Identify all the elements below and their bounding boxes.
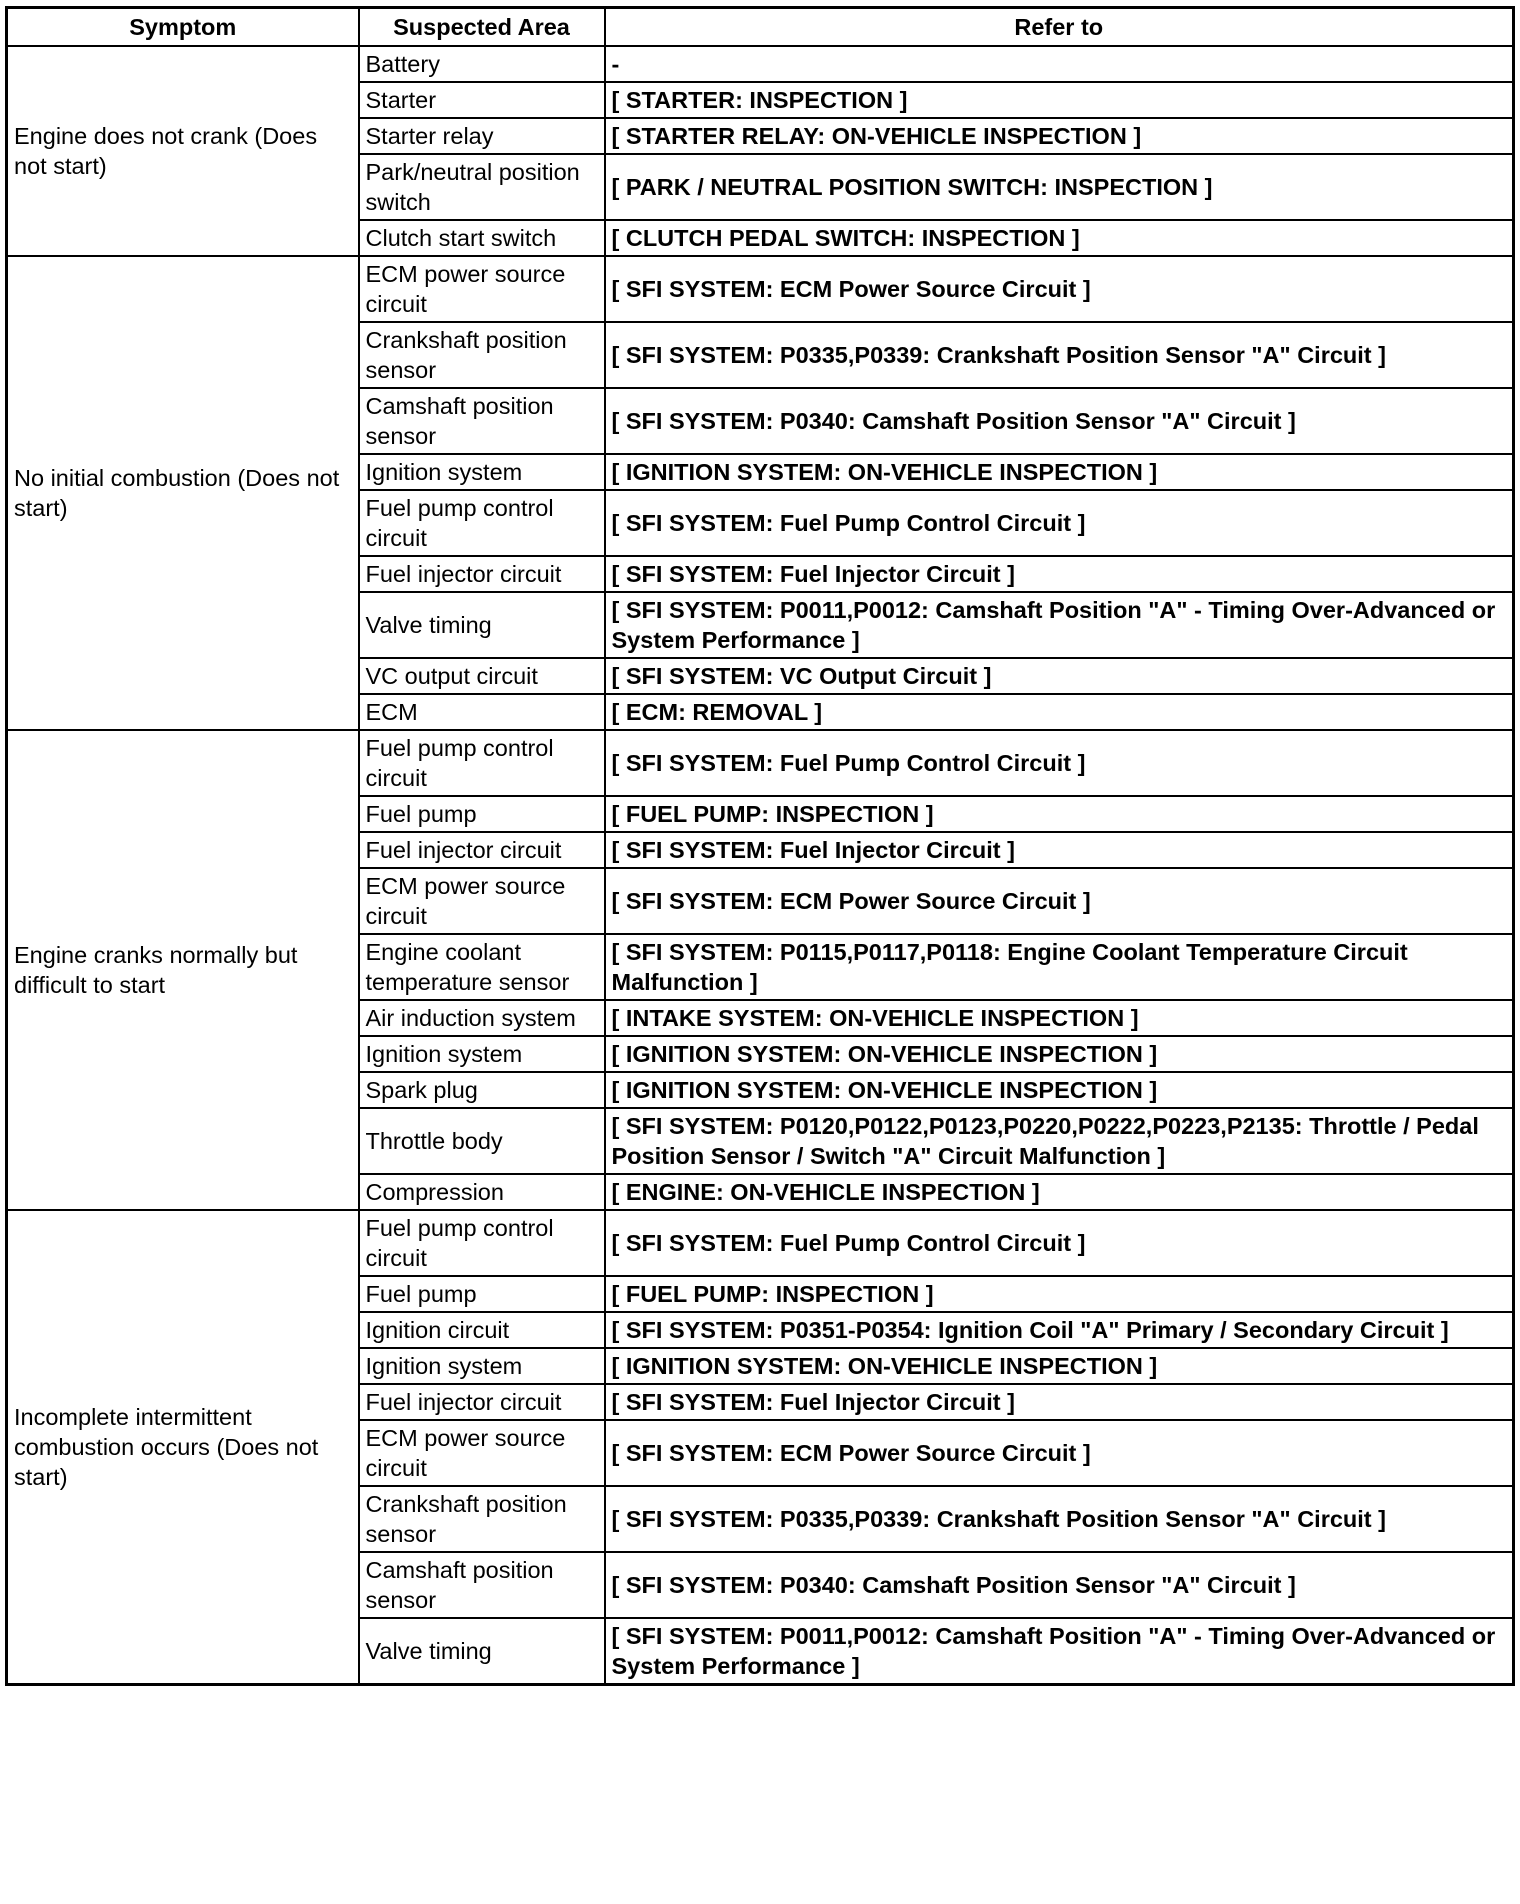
refer-to-cell: [ SFI SYSTEM: Fuel Injector Circuit ] (605, 1384, 1514, 1420)
refer-to-cell: [ SFI SYSTEM: P0120,P0122,P0123,P0220,P0222,P0223,P2135: Throttle / Pedal Position Sensor / Switch "A" Circuit Malfunction ] (605, 1108, 1514, 1174)
suspected-area-cell: Ignition circuit (359, 1312, 605, 1348)
suspected-area-cell: Fuel pump (359, 796, 605, 832)
table-body (7, 46, 1514, 1685)
suspected-area-cell: Crankshaft position sensor (359, 1486, 605, 1552)
suspected-area-cell: Engine coolant temperature sensor (359, 934, 605, 1000)
refer-to-cell: [ SFI SYSTEM: ECM Power Source Circuit ] (605, 868, 1514, 934)
suspected-area-cell: Valve timing (359, 1618, 605, 1685)
refer-to-cell: [ SFI SYSTEM: ECM Power Source Circuit ] (605, 256, 1514, 322)
refer-to-cell: [ INTAKE SYSTEM: ON-VEHICLE INSPECTION ] (605, 1000, 1514, 1036)
suspected-area-cell: Compression (359, 1174, 605, 1210)
table-row (7, 730, 1514, 796)
refer-to-cell: [ FUEL PUMP: INSPECTION ] (605, 1276, 1514, 1312)
refer-to-cell: [ SFI SYSTEM: P0011,P0012: Camshaft Position "A" - Timing Over-Advanced or System Performance ] (605, 592, 1514, 658)
suspected-area-cell: VC output circuit (359, 658, 605, 694)
suspected-area-cell: ECM power source circuit (359, 1420, 605, 1486)
refer-to-cell: [ CLUTCH PEDAL SWITCH: INSPECTION ] (605, 220, 1514, 256)
refer-to-cell: [ SFI SYSTEM: ECM Power Source Circuit ] (605, 1420, 1514, 1486)
suspected-area-cell: Starter (359, 82, 605, 118)
suspected-area-cell: Fuel injector circuit (359, 832, 605, 868)
suspected-area-cell: Camshaft position sensor (359, 388, 605, 454)
refer-to-cell: [ SFI SYSTEM: P0011,P0012: Camshaft Position "A" - Timing Over-Advanced or System Performance ] (605, 1618, 1514, 1685)
refer-to-cell: [ STARTER RELAY: ON-VEHICLE INSPECTION ] (605, 118, 1514, 154)
suspected-area-cell: Fuel pump control circuit (359, 1210, 605, 1276)
suspected-area-cell: Spark plug (359, 1072, 605, 1108)
refer-to-cell: [ SFI SYSTEM: P0351-P0354: Ignition Coil "A" Primary / Secondary Circuit ] (605, 1312, 1514, 1348)
refer-to-cell: [ ENGINE: ON-VEHICLE INSPECTION ] (605, 1174, 1514, 1210)
refer-to-cell: [ PARK / NEUTRAL POSITION SWITCH: INSPECTION ] (605, 154, 1514, 220)
refer-to-cell: [ IGNITION SYSTEM: ON-VEHICLE INSPECTION ] (605, 1072, 1514, 1108)
suspected-area-cell: Fuel injector circuit (359, 556, 605, 592)
refer-to-cell: [ ECM: REMOVAL ] (605, 694, 1514, 730)
refer-to-cell: [ SFI SYSTEM: P0115,P0117,P0118: Engine Coolant Temperature Circuit Malfunction ] (605, 934, 1514, 1000)
symptom-cell: Engine cranks normally but difficult to start (7, 730, 359, 1210)
suspected-area-cell: Starter relay (359, 118, 605, 154)
header-row (7, 8, 1514, 47)
header-symptom: Symptom (7, 8, 359, 47)
refer-to-cell: [ SFI SYSTEM: P0335,P0339: Crankshaft Position Sensor "A" Circuit ] (605, 322, 1514, 388)
suspected-area-cell: Ignition system (359, 454, 605, 490)
refer-to-cell: [ IGNITION SYSTEM: ON-VEHICLE INSPECTION ] (605, 1348, 1514, 1384)
suspected-area-cell: Battery (359, 46, 605, 82)
refer-to-cell: [ FUEL PUMP: INSPECTION ] (605, 796, 1514, 832)
refer-to-cell: [ SFI SYSTEM: P0340: Camshaft Position Sensor "A" Circuit ] (605, 1552, 1514, 1618)
table-row (7, 46, 1514, 82)
refer-to-cell: [ SFI SYSTEM: Fuel Pump Control Circuit ] (605, 490, 1514, 556)
suspected-area-cell: Camshaft position sensor (359, 1552, 605, 1618)
table-row (7, 256, 1514, 322)
suspected-area-cell: Air induction system (359, 1000, 605, 1036)
header-suspected-area: Suspected Area (359, 8, 605, 47)
suspected-area-cell: Park/neutral position switch (359, 154, 605, 220)
suspected-area-cell: Fuel pump control circuit (359, 730, 605, 796)
refer-to-cell: [ SFI SYSTEM: Fuel Pump Control Circuit ] (605, 1210, 1514, 1276)
refer-to-cell: - (605, 46, 1514, 82)
symptom-cell: Engine does not crank (Does not start) (7, 46, 359, 256)
symptom-cell: Incomplete intermittent combustion occurs (Does not start) (7, 1210, 359, 1685)
suspected-area-cell: Ignition system (359, 1348, 605, 1384)
refer-to-cell: [ IGNITION SYSTEM: ON-VEHICLE INSPECTION ] (605, 454, 1514, 490)
suspected-area-cell: ECM (359, 694, 605, 730)
suspected-area-cell: Fuel pump control circuit (359, 490, 605, 556)
suspected-area-cell: Fuel pump (359, 1276, 605, 1312)
refer-to-cell: [ IGNITION SYSTEM: ON-VEHICLE INSPECTION ] (605, 1036, 1514, 1072)
suspected-area-cell: Clutch start switch (359, 220, 605, 256)
refer-to-cell: [ STARTER: INSPECTION ] (605, 82, 1514, 118)
refer-to-cell: [ SFI SYSTEM: P0340: Camshaft Position Sensor "A" Circuit ] (605, 388, 1514, 454)
suspected-area-cell: Crankshaft position sensor (359, 322, 605, 388)
table-row (7, 1210, 1514, 1276)
symptom-table (5, 6, 1515, 1686)
refer-to-cell: [ SFI SYSTEM: Fuel Pump Control Circuit ] (605, 730, 1514, 796)
header-refer-to: Refer to (605, 8, 1514, 47)
refer-to-cell: [ SFI SYSTEM: VC Output Circuit ] (605, 658, 1514, 694)
refer-to-cell: [ SFI SYSTEM: P0335,P0339: Crankshaft Position Sensor "A" Circuit ] (605, 1486, 1514, 1552)
refer-to-cell: [ SFI SYSTEM: Fuel Injector Circuit ] (605, 832, 1514, 868)
refer-to-cell: [ SFI SYSTEM: Fuel Injector Circuit ] (605, 556, 1514, 592)
suspected-area-cell: ECM power source circuit (359, 868, 605, 934)
suspected-area-cell: Fuel injector circuit (359, 1384, 605, 1420)
suspected-area-cell: ECM power source circuit (359, 256, 605, 322)
suspected-area-cell: Throttle body (359, 1108, 605, 1174)
suspected-area-cell: Valve timing (359, 592, 605, 658)
symptom-cell: No initial combustion (Does not start) (7, 256, 359, 730)
suspected-area-cell: Ignition system (359, 1036, 605, 1072)
